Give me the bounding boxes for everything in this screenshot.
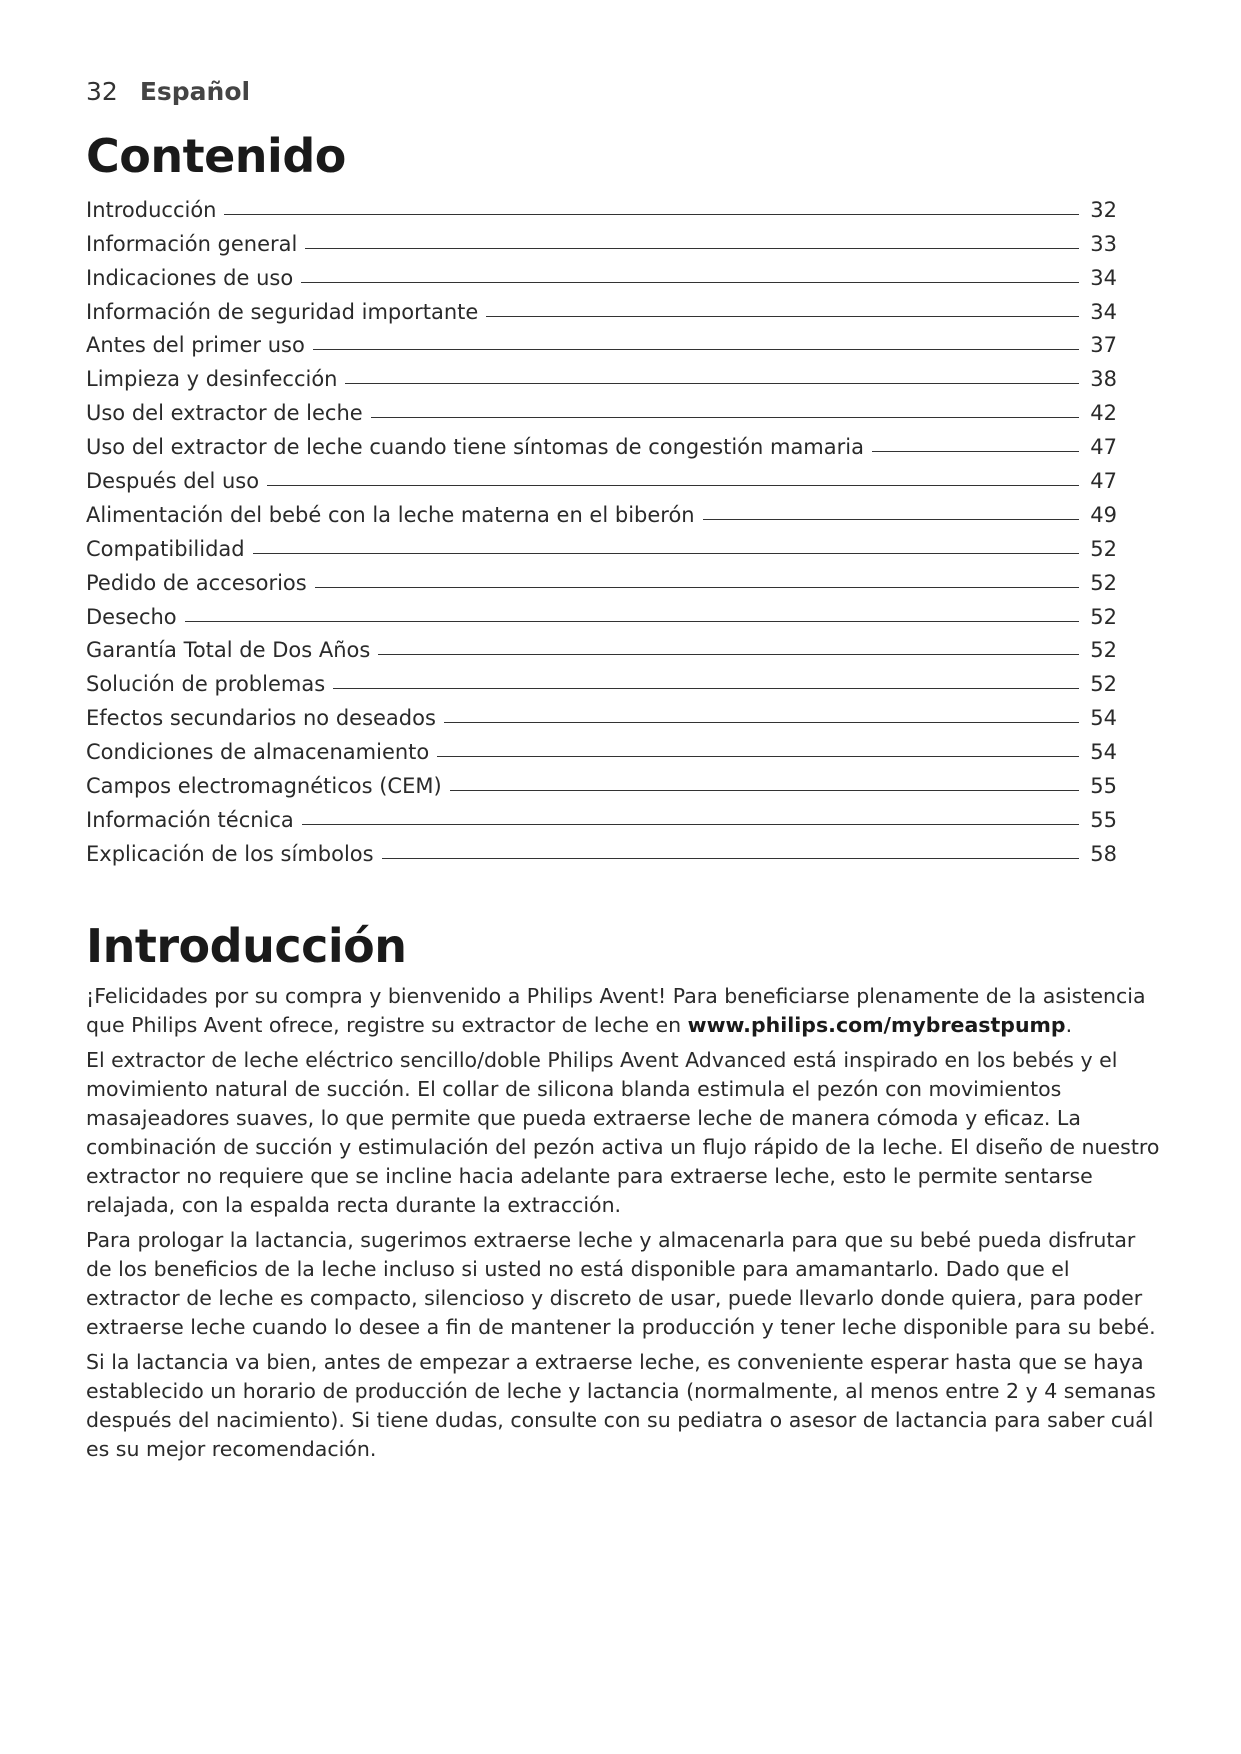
toc-entry-title: Efectos secundarios no deseados [86, 706, 436, 731]
toc-entry[interactable] [86, 798, 1117, 832]
toc-entry[interactable] [86, 391, 1117, 425]
toc-entry-title: Información de seguridad importante [86, 299, 479, 324]
toc-entry-page: 32 [1090, 197, 1117, 222]
toc-entry[interactable] [86, 629, 1117, 663]
toc-entry[interactable] [86, 764, 1117, 798]
toc-leader-line [224, 214, 1079, 215]
toc-entry-page: 54 [1090, 740, 1117, 765]
registration-link[interactable]: www.philips.com/mybreastpump [687, 1012, 1066, 1037]
toc-entry-page: 52 [1090, 570, 1117, 595]
toc-entry[interactable] [86, 324, 1117, 358]
toc-leader-line [872, 451, 1079, 452]
toc-entry-page: 34 [1090, 299, 1117, 324]
page [86, 70, 1166, 1470]
toc-leader-line [301, 282, 1079, 283]
toc-entry-page: 52 [1090, 672, 1117, 697]
toc-entry-page: 52 [1090, 638, 1117, 663]
toc-entry[interactable] [86, 493, 1117, 527]
intro-paragraph-3: Para prologar la lactancia, sugerimos extraerse leche y almacenarla para que su bebé pueda disfrutar de los beneficios de la leche incluso si usted no está disponible para amamantarlo. Dado que el extractor de leche es compacto, silencioso y discreto de usar, puede llevarlo donde quiera, para poder extraerse leche cuando lo desee a fin de mantener la producción y tener leche disponible para su bebé. [86, 1227, 1156, 1339]
toc-entry-title: Información general [86, 231, 298, 256]
toc-entry[interactable] [86, 527, 1117, 561]
intro-body [86, 982, 1166, 1464]
toc-title: Contenido [86, 129, 346, 183]
toc-entry-page: 55 [1090, 807, 1117, 832]
toc-entry-title: Después del uso [86, 469, 260, 494]
toc-entry-title: Compatibilidad [86, 536, 245, 561]
intro-paragraph-4: Si la lactancia va bien, antes de empezar a extraerse leche, es conveniente esperar hasta que se haya establecido un horario de producción de leche y lactancia (normalmente, al menos entre 2 y 4 semanas después del nacimiento). Si tiene dudas, consulte con su pediatra o asesor de lactancia para saber cuál es su mejor recomendación. [86, 1349, 1156, 1461]
toc-leader-line [302, 824, 1079, 825]
toc-entry[interactable] [86, 595, 1117, 629]
toc-entry[interactable] [86, 832, 1117, 866]
toc-leader-line [313, 349, 1079, 350]
toc-entry[interactable] [86, 459, 1117, 493]
toc-entry-page: 34 [1090, 265, 1117, 290]
toc-leader-line [333, 688, 1079, 689]
toc-leader-line [444, 722, 1079, 723]
toc-entry-title: Indicaciones de uso [86, 265, 294, 290]
toc-entry-title: Uso del extractor de leche cuando tiene síntomas de congestión mamaria [86, 435, 864, 460]
toc-entry-title: Garantía Total de Dos Años [86, 638, 371, 663]
toc-entry[interactable] [86, 561, 1117, 595]
toc-entry[interactable] [86, 222, 1117, 256]
toc-leader-line [315, 587, 1079, 588]
toc-entry-page: 33 [1090, 231, 1117, 256]
intro-paragraph-2: El extractor de leche eléctrico sencillo/doble Philips Avent Advanced está inspirado en los bebés y el movimiento natural de succión. El collar de silicona blanda estimula el pezón con movimientos masajeadores suaves, lo que permite que pueda extraerse leche de manera cómoda y eficaz. La combinación de succión y estimulación del pezón activa un flujo rápido de la leche. El diseño de nuestro extractor no requiere que se incline hacia adelante para extraerse leche, esto le permite sentarse relajada, con la espalda recta durante la extracción. [86, 1047, 1160, 1217]
toc-entry-title: Explicación de los símbolos [86, 841, 374, 866]
running-head [86, 70, 1166, 114]
toc-leader-line [378, 654, 1079, 655]
toc-entry[interactable] [86, 357, 1117, 391]
toc-entry-page: 55 [1090, 774, 1117, 799]
toc-entry-title: Desecho [86, 604, 177, 629]
toc-entry-title: Información técnica [86, 807, 294, 832]
toc-entry-title: Uso del extractor de leche [86, 401, 363, 426]
toc-leader-line [450, 790, 1079, 791]
toc-entry-page: 47 [1090, 469, 1117, 494]
toc-leader-line [253, 553, 1079, 554]
toc-entry-page: 58 [1090, 841, 1117, 866]
toc-entry[interactable] [86, 662, 1117, 696]
toc-entry-page: 38 [1090, 367, 1117, 392]
toc-leader-line [437, 756, 1079, 757]
toc-entry-title: Condiciones de almacenamiento [86, 740, 430, 765]
toc-entry[interactable] [86, 696, 1117, 730]
toc-entry-title: Pedido de accesorios [86, 570, 307, 595]
toc-entry-page: 52 [1090, 536, 1117, 561]
toc-entry[interactable] [86, 730, 1117, 764]
language-label: Español [139, 77, 251, 106]
toc-entry-title: Alimentación del bebé con la leche materna en el biberón [86, 502, 695, 527]
page-number: 32 [86, 77, 118, 106]
toc-entry-title: Introducción [86, 197, 217, 222]
toc-entry-title: Campos electromagnéticos (CEM) [86, 774, 442, 799]
toc-entry-title: Limpieza y desinfección [86, 367, 338, 392]
toc-leader-line [305, 248, 1079, 249]
toc-entry[interactable] [86, 256, 1117, 290]
table-of-contents [86, 188, 1117, 866]
toc-leader-line [267, 485, 1079, 486]
toc-leader-line [345, 383, 1079, 384]
toc-leader-line [371, 417, 1079, 418]
toc-entry[interactable] [86, 425, 1117, 459]
toc-leader-line [185, 621, 1079, 622]
toc-entry-page: 47 [1090, 435, 1117, 460]
toc-entry-page: 49 [1090, 502, 1117, 527]
toc-entry-page: 54 [1090, 706, 1117, 731]
toc-leader-line [703, 519, 1079, 520]
toc-entry[interactable] [86, 188, 1117, 222]
toc-entry-title: Antes del primer uso [86, 333, 305, 358]
toc-entry-page: 52 [1090, 604, 1117, 629]
toc-entry-page: 37 [1090, 333, 1117, 358]
intro-title: Introducción [86, 918, 407, 973]
toc-leader-line [382, 858, 1079, 859]
intro-paragraph-1: ¡Felicidades por su compra y bienvenido a Philips Avent! Para beneficiarse plenamente de la asistencia que Philips Avent ofrece, registre su extractor de leche en www.philips.com/mybreastpump. [86, 983, 1146, 1037]
toc-entry[interactable] [86, 290, 1117, 324]
toc-entry-page: 42 [1090, 401, 1117, 426]
toc-entry-title: Solución de problemas [86, 672, 326, 697]
toc-leader-line [486, 316, 1079, 317]
